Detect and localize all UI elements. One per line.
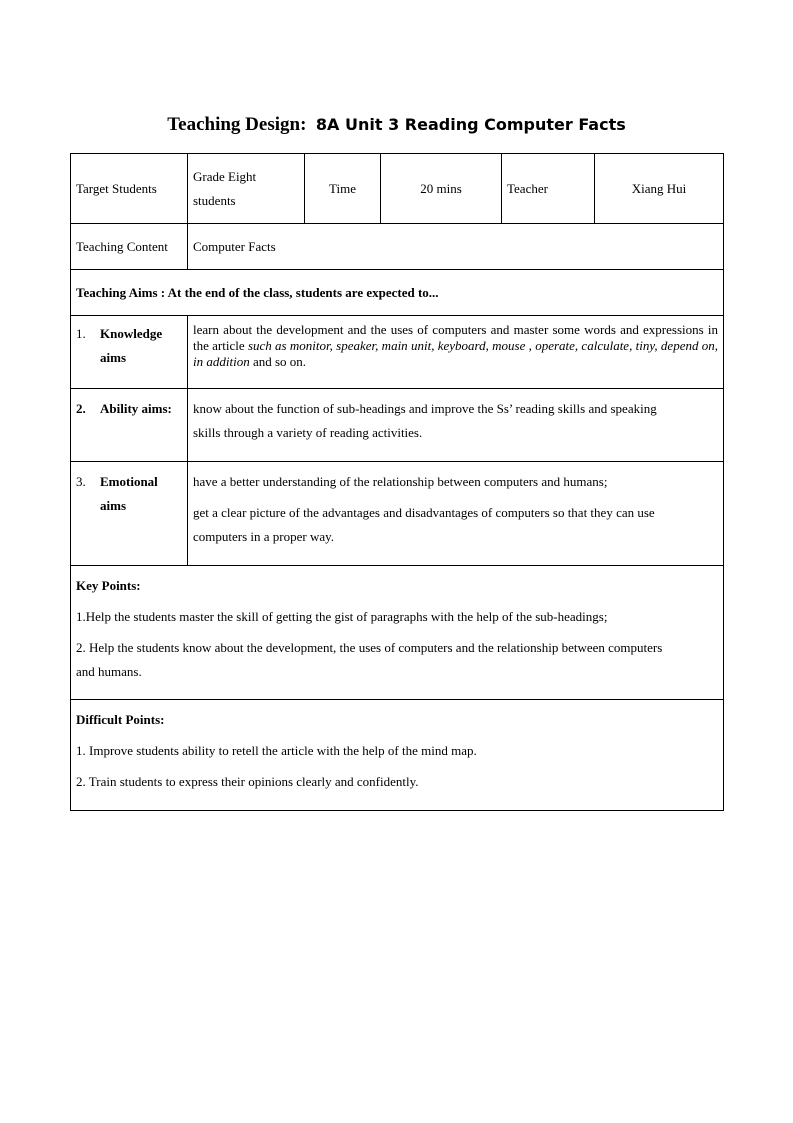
teaching-aims-heading: Teaching Aims : At the end of the class, students are expected to... <box>71 270 724 316</box>
difficult-points-row <box>71 700 724 811</box>
teacher-value: Xiang Hui <box>595 154 724 224</box>
time-value: 20 mins <box>381 154 502 224</box>
header-row <box>71 154 724 224</box>
teaching-content-label: Teaching Content <box>71 224 188 270</box>
knowledge-aims-row <box>71 316 724 389</box>
target-students-value: Grade Eight students <box>188 154 305 224</box>
knowledge-aims-text: learn about the development and the uses of computers and master some words and expressions in the article such as monitor, speaker, main unit, keyboard, mouse , operate, calculate, tiny, depend on, in addition and so on. <box>188 316 724 389</box>
key-points-cell <box>71 566 724 700</box>
ability-aims-text: know about the function of sub-headings and improve the Ss’ reading skills and speaking skills through a variety of reading activities. <box>188 389 724 462</box>
page-title <box>0 114 793 136</box>
title-part1: Teaching Design: <box>167 114 307 135</box>
key-point-2: 2. Help the students know about the development, the uses of computers and the relationship between computers <box>76 640 663 655</box>
target-students-label: Target Students <box>71 154 188 224</box>
difficult-points-heading: Difficult Points: <box>76 712 165 727</box>
teaching-design-table <box>70 153 724 811</box>
time-label: Time <box>305 154 381 224</box>
aims-heading-row <box>71 270 724 316</box>
ability-aims-label: 2. Ability aims: <box>71 389 188 462</box>
emotional-aims-row <box>71 462 724 566</box>
emotional-aims-label: 3. Emotional aims <box>71 462 188 566</box>
key-point-2-cont: and humans. <box>76 664 142 679</box>
key-points-heading: Key Points: <box>76 578 141 593</box>
teaching-content-value: Computer Facts <box>188 224 724 270</box>
difficult-points-cell <box>71 700 724 811</box>
difficult-point-1: 1. Improve students ability to retell the article with the help of the mind map. <box>76 743 477 758</box>
content-row <box>71 224 724 270</box>
key-point-1: 1.Help the students master the skill of getting the gist of paragraphs with the help of the sub-headings; <box>76 609 608 624</box>
teacher-label: Teacher <box>502 154 595 224</box>
knowledge-aims-label: 1. Knowledge aims <box>71 316 188 389</box>
difficult-point-2: 2. Train students to express their opinions clearly and confidently. <box>76 774 419 789</box>
key-points-row <box>71 566 724 700</box>
ability-aims-row <box>71 389 724 462</box>
title-part2: 8A Unit 3 Reading Computer Facts <box>315 115 626 134</box>
emotional-aims-text: have a better understanding of the relationship between computers and humans; get a clear picture of the advantages and disadvantages of computers so that they can use computers in a proper way. <box>188 462 724 566</box>
